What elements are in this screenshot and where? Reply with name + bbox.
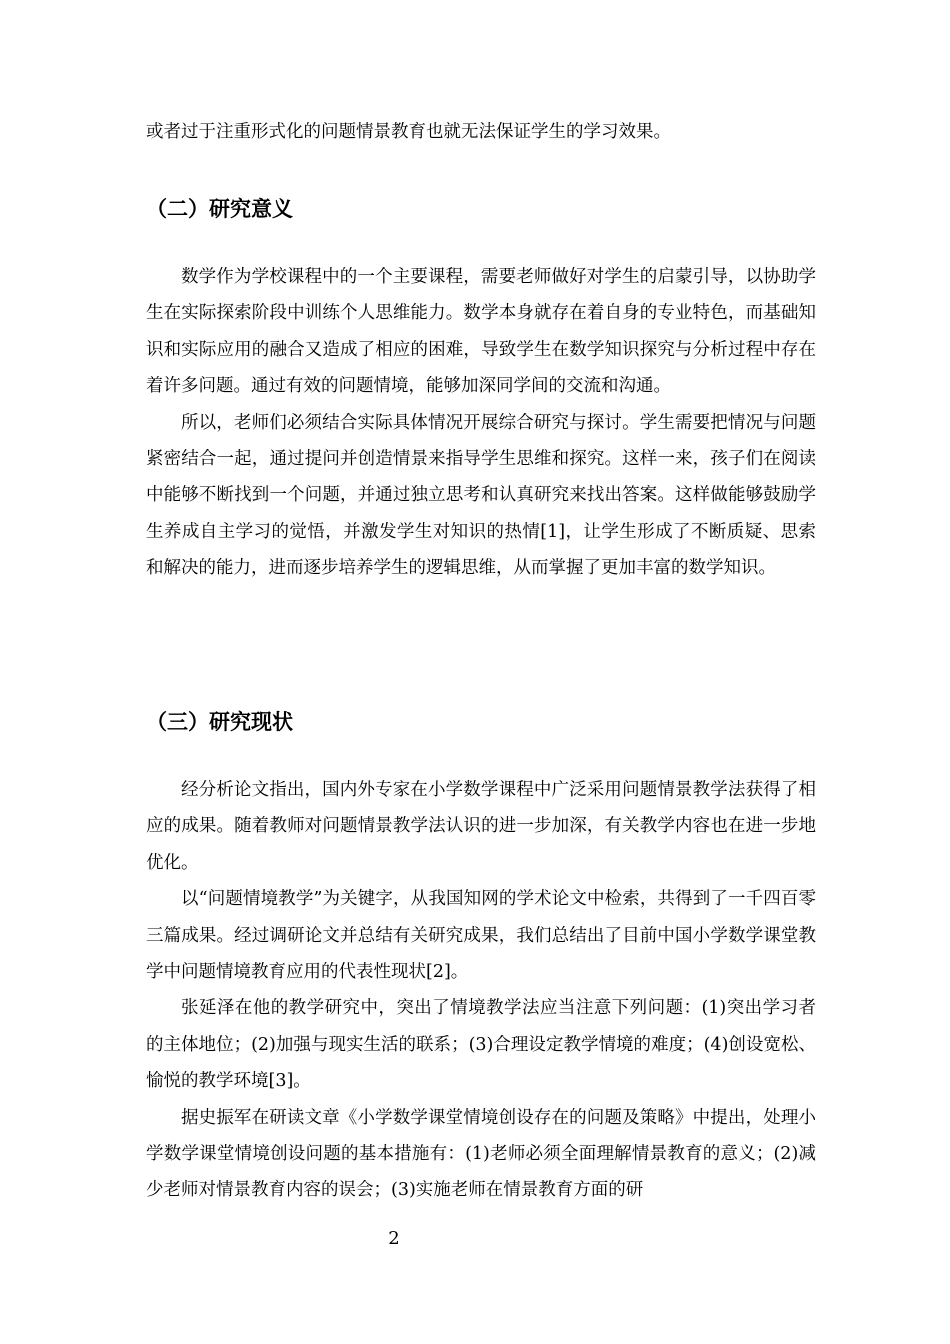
section-body-significance [146,259,816,587]
intro-continuation-block [146,114,816,150]
paragraph: 数学作为学校课程中的一个主要课程，需要老师做好对学生的启蒙引导，以协助学生在实际探索阶段中训练个人思维能力。数学本身就存在着自身的专业特色，而基础知识和实际应用的融合又造成了相应的困难，导致学生在数学知识探究与分析过程中存在着许多问题。通过有效的问题情境，能够加深同学间的交流和沟通。 [146,267,816,397]
section-body-status [146,772,816,1209]
section-heading-significance: （二）研究意义 [146,197,293,221]
section-heading-status: （三）研究现状 [146,710,293,734]
paragraph: 或者过于注重形式化的问题情景教育也就无法保证学生的学习效果。 [146,122,671,142]
paragraph: 据史振军在研读文章《小学数学课堂情境创设存在的问题及策略》中提出，处理小学数学课堂情境创设问题的基本措施有：(1)老师必须全面理解情景教育的意义；(2)减少老师对情景教育内容的误会；(3)实施老师在情景教育方面的研 [146,1107,816,1201]
paragraph: 以“问题情境教学”为关键字，从我国知网的学术论文中检索，共得到了一千四百零三篇成果。经过调研论文并总结有关研究成果，我们总结出了目前中国小学数学课堂教学中问题情境教育应用的代表性现状[2]。 [146,889,816,983]
paragraph: 张延泽在他的教学研究中，突出了情境教学法应当注意下列问题：(1)突出学习者的主体地位；(2)加强与现实生活的联系；(3)合理设定教学情境的难度；(4)创设宽松、愉悦的教学环境[3]。 [146,998,816,1092]
page-number: 2 [388,1228,400,1249]
paragraph: 所以，老师们必须结合实际具体情况开展综合研究与探讨。学生需要把情况与问题紧密结合一起，通过提问并创造情景来指导学生思维和探究。这样一来，孩子们在阅读中能够不断找到一个问题，并通过独立思考和认真研究来找出答案。这样做能够鼓励学生养成自主学习的觉悟，并激发学生对知识的热情[1]，让学生形成了不断质疑、思索和解决的能力，进而逐步培养学生的逻辑思维，从而掌握了更加丰富的数学知识。 [146,412,816,579]
paragraph: 经分析论文指出，国内外专家在小学数学课程中广泛采用问题情景教学法获得了相应的成果。随着教师对问题情景教学法认识的进一步加深，有关教学内容也在进一步地优化。 [146,780,816,873]
